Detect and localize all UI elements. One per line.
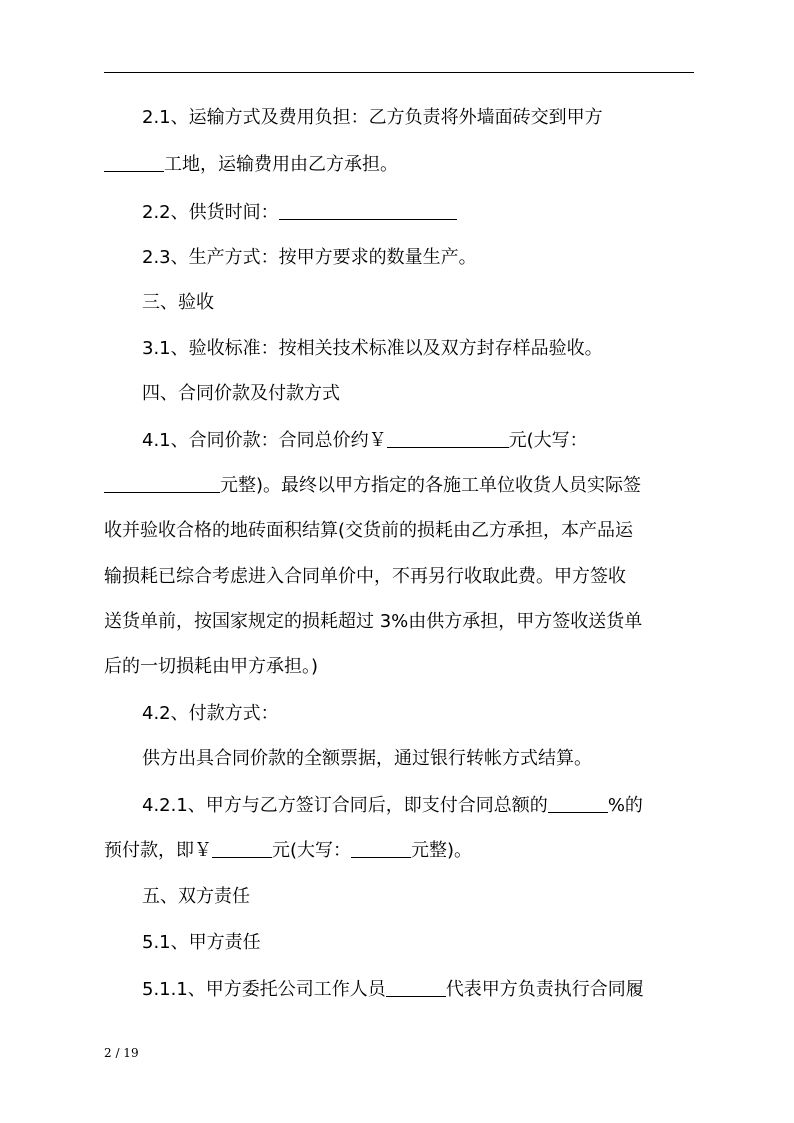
line-text: 工地，运输费用由乙方承担。 [164,154,398,175]
paragraph-line [142,747,694,771]
line-text: %的 [607,795,643,816]
line-text: 元整)。最终以甲方指定的各施工单位收货人员实际签 [220,475,642,496]
paragraph-line [142,978,694,1002]
paragraph-line [104,565,694,589]
line-text: 2.3、生产方式：按甲方要求的数量生产。 [142,247,477,268]
paragraph-line [104,655,694,679]
line-text: 元(大写： [508,430,588,451]
paragraph-line [104,610,694,634]
line-text: 五、双方责任 [142,886,250,907]
line-text: 四、合同价款及付款方式 [142,383,340,404]
fill-blank [212,839,272,858]
header-rule [104,72,694,73]
line-text: 2.2、供货时间： [142,202,279,223]
paragraph-line [104,839,694,863]
section-heading [142,291,694,315]
line-text: 5.1.1、甲方委托公司工作人员 [142,979,386,1000]
line-text: 三、验收 [142,292,214,313]
line-text: 预付款，即￥ [104,840,212,861]
line-text: 供方出具合同价款的全额票据，通过银行转帐方式结算。 [142,748,592,769]
line-text: 收并验收合格的地砖面积结算(交货前的损耗由乙方承担，本产品运 [104,520,634,541]
paragraph-line [142,246,694,270]
line-text: 4.1、合同价款：合同总价约￥ [142,430,387,451]
fill-blank [387,429,509,448]
line-text: 元整)。 [411,840,473,861]
fill-blank [104,153,164,172]
paragraph-line [142,106,694,130]
page-number: 2 / 19 [104,1046,139,1060]
paragraph-line [142,702,694,726]
fill-blank [386,978,446,997]
section-heading [142,382,694,406]
paragraph-line [142,794,694,818]
fill-blank [279,201,457,220]
line-text: 3.1、验收标准：按相关技术标准以及双方封存样品验收。 [142,338,603,359]
paragraph-line [142,429,694,453]
line-text: 元(大写： [272,840,352,861]
fill-blank [104,474,220,493]
line-text: 4.2、付款方式： [142,703,279,724]
fill-blank [351,839,411,858]
line-text: 5.1、甲方责任 [142,932,261,953]
line-text: 2.1、运输方式及费用负担：乙方负责将外墙面砖交到甲方 [142,107,603,128]
line-text: 4.2.1、甲方与乙方签订合同后，即支付合同总额的 [142,795,548,816]
paragraph-line [104,153,694,177]
paragraph-line [104,519,694,543]
paragraph-line [142,201,694,225]
section-heading [142,885,694,909]
fill-blank [548,794,608,813]
line-text: 输损耗已综合考虑进入合同单价中，不再另行收取此费。甲方签收 [104,566,626,587]
paragraph-line [142,337,694,361]
paragraph-line [104,474,694,498]
line-text: 后的一切损耗由甲方承担。) [104,656,319,677]
paragraph-line [142,931,694,955]
line-text: 代表甲方负责执行合同履 [445,979,644,1000]
line-text: 送货单前，按国家规定的损耗超过 3%由供方承担，甲方签收送货单 [104,611,643,632]
